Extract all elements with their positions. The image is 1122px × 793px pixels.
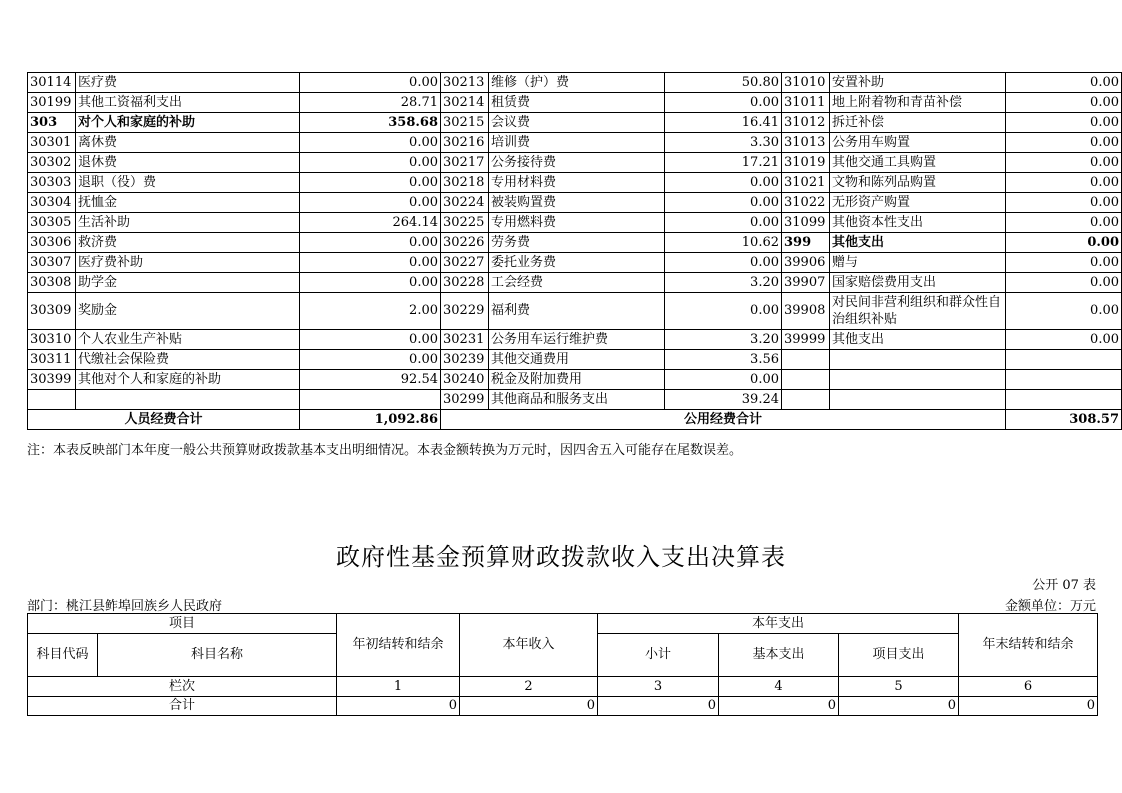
table-row (28, 213, 1122, 233)
group3-amount-cell: 0.00 (1006, 293, 1122, 330)
group1-name-cell: 医疗费 (76, 73, 300, 93)
group3-code-cell (782, 350, 830, 370)
group3-name-cell: 文物和陈列品购置 (830, 173, 1006, 193)
group1-code-cell: 30199 (28, 93, 76, 113)
table-row (28, 370, 1122, 390)
column-number-5: 5 (839, 677, 959, 697)
table-row (28, 233, 1122, 253)
group2-name-cell: 公务用车运行维护费 (489, 330, 665, 350)
table-row (28, 93, 1122, 113)
group1-name-cell: 救济费 (76, 233, 300, 253)
header-item: 项目 (28, 614, 337, 634)
group1-code-cell: 30309 (28, 293, 76, 330)
group1-amount-cell (300, 390, 441, 410)
group3-name-cell (830, 390, 1006, 410)
table-row (28, 293, 1122, 330)
group1-amount-cell: 0.00 (300, 153, 441, 173)
table-row (28, 253, 1122, 273)
group1-amount-cell: 2.00 (300, 293, 441, 330)
group1-name-cell: 其他对个人和家庭的补助 (76, 370, 300, 390)
header-income: 本年收入 (460, 614, 598, 677)
column-number-4: 4 (719, 677, 839, 697)
group2-amount-cell: 39.24 (665, 390, 782, 410)
group3-amount-cell: 0.00 (1006, 213, 1122, 233)
group3-code-cell: 31013 (782, 133, 830, 153)
column-number-1: 1 (337, 677, 460, 697)
group1-code-cell: 30302 (28, 153, 76, 173)
group2-amount-cell: 3.20 (665, 273, 782, 293)
group3-amount-cell: 0.00 (1006, 133, 1122, 153)
group1-code-cell (28, 390, 76, 410)
group2-code-cell: 30218 (441, 173, 489, 193)
group1-code-cell: 303 (28, 113, 76, 133)
group1-code-cell: 30310 (28, 330, 76, 350)
table-row (28, 390, 1122, 410)
group1-amount-cell: 358.68 (300, 113, 441, 133)
group2-amount-cell: 10.62 (665, 233, 782, 253)
group2-amount-cell: 0.00 (665, 253, 782, 273)
group3-code-cell: 39906 (782, 253, 830, 273)
group2-code-cell: 30239 (441, 350, 489, 370)
group1-amount-cell: 0.00 (300, 133, 441, 153)
group2-amount-cell: 0.00 (665, 213, 782, 233)
fund-total-basic: 0 (719, 697, 839, 716)
group2-name-cell: 会议费 (489, 113, 665, 133)
group3-name-cell: 无形资产购置 (830, 193, 1006, 213)
group3-amount-cell: 0.00 (1006, 73, 1122, 93)
fund-total-label: 合计 (28, 697, 337, 716)
group1-code-cell: 30399 (28, 370, 76, 390)
fund-total-income: 0 (460, 697, 598, 716)
amount-unit-label: 金额单位：万元 (1004, 599, 1096, 614)
group2-code-cell: 30216 (441, 133, 489, 153)
table-row (28, 133, 1122, 153)
group2-amount-cell: 3.20 (665, 330, 782, 350)
group1-code-cell: 30305 (28, 213, 76, 233)
group3-code-cell: 31010 (782, 73, 830, 93)
group3-name-cell: 其他支出 (830, 233, 1006, 253)
header-project: 项目支出 (839, 634, 959, 677)
fund-header-row-1 (28, 614, 1098, 634)
group1-code-cell: 30114 (28, 73, 76, 93)
group1-code-cell: 30306 (28, 233, 76, 253)
group3-code-cell: 31099 (782, 213, 830, 233)
group3-code-cell: 31019 (782, 153, 830, 173)
public-total-value: 308.57 (1006, 410, 1122, 430)
group2-amount-cell: 16.41 (665, 113, 782, 133)
group2-amount-cell: 3.30 (665, 133, 782, 153)
fund-total-row (28, 697, 1098, 716)
group2-amount-cell: 3.56 (665, 350, 782, 370)
group2-code-cell: 30228 (441, 273, 489, 293)
group1-code-cell: 30311 (28, 350, 76, 370)
group3-code-cell: 399 (782, 233, 830, 253)
group1-code-cell: 30301 (28, 133, 76, 153)
table-row (28, 73, 1122, 93)
group3-code-cell: 39908 (782, 293, 830, 330)
fund-total-project: 0 (839, 697, 959, 716)
group2-code-cell: 30231 (441, 330, 489, 350)
header-closing-balance: 年末结转和结余 (959, 614, 1098, 677)
header-expenditure: 本年支出 (598, 614, 959, 634)
group1-name-cell: 离休费 (76, 133, 300, 153)
group3-amount-cell: 0.00 (1006, 173, 1122, 193)
group2-name-cell: 工会经费 (489, 273, 665, 293)
group2-code-cell: 30224 (441, 193, 489, 213)
group3-name-cell: 其他支出 (830, 330, 1006, 350)
header-opening-balance: 年初结转和结余 (337, 614, 460, 677)
group3-code-cell: 39999 (782, 330, 830, 350)
group2-amount-cell: 0.00 (665, 93, 782, 113)
group3-amount-cell: 0.00 (1006, 113, 1122, 133)
group3-code-cell: 31022 (782, 193, 830, 213)
group2-name-cell: 委托业务费 (489, 253, 665, 273)
header-basic: 基本支出 (719, 634, 839, 677)
group2-code-cell: 30215 (441, 113, 489, 133)
public-total-label: 公用经费合计 (441, 410, 1006, 430)
personnel-total-value: 1,092.86 (300, 410, 441, 430)
personnel-total-label: 人员经费合计 (28, 410, 300, 430)
column-number-row (28, 677, 1098, 697)
column-number-2: 2 (460, 677, 598, 697)
group2-name-cell: 被装购置费 (489, 193, 665, 213)
group1-name-cell: 对个人和家庭的补助 (76, 113, 300, 133)
table-row (28, 273, 1122, 293)
column-number-6: 6 (959, 677, 1098, 697)
detail-table-body (28, 73, 1122, 410)
basic-expenditure-detail-table (27, 72, 1122, 430)
group2-name-cell: 培训费 (489, 133, 665, 153)
government-fund-table (27, 613, 1098, 716)
group2-name-cell: 劳务费 (489, 233, 665, 253)
fund-total-closing: 0 (959, 697, 1098, 716)
group1-amount-cell: 28.71 (300, 93, 441, 113)
header-subject-code: 科目代码 (28, 634, 98, 677)
group2-name-cell: 税金及附加费用 (489, 370, 665, 390)
group1-name-cell: 个人农业生产补贴 (76, 330, 300, 350)
group1-name-cell: 抚恤金 (76, 193, 300, 213)
group2-code-cell: 30213 (441, 73, 489, 93)
group2-name-cell: 公务接待费 (489, 153, 665, 173)
form-number: 公开 07 表 (1032, 578, 1096, 593)
group2-code-cell: 30225 (441, 213, 489, 233)
group2-amount-cell: 0.00 (665, 370, 782, 390)
group3-name-cell: 拆迁补偿 (830, 113, 1006, 133)
group3-code-cell: 31011 (782, 93, 830, 113)
group3-name-cell: 安置补助 (830, 73, 1006, 93)
group1-amount-cell: 0.00 (300, 173, 441, 193)
group2-amount-cell: 17.21 (665, 153, 782, 173)
group1-amount-cell: 92.54 (300, 370, 441, 390)
group3-amount-cell: 0.00 (1006, 330, 1122, 350)
column-number-label: 栏次 (28, 677, 337, 697)
group1-name-cell: 生活补助 (76, 213, 300, 233)
totals-row (28, 410, 1122, 430)
group2-amount-cell: 0.00 (665, 193, 782, 213)
table-row (28, 113, 1122, 133)
fund-total-subtotal: 0 (598, 697, 719, 716)
group1-amount-cell: 0.00 (300, 253, 441, 273)
header-subject-name: 科目名称 (98, 634, 337, 677)
group1-amount-cell: 0.00 (300, 350, 441, 370)
group3-name-cell: 对民间非营利组织和群众性自治组织补贴 (830, 293, 1006, 330)
table-row (28, 193, 1122, 213)
group2-code-cell: 30229 (441, 293, 489, 330)
group2-code-cell: 30226 (441, 233, 489, 253)
group2-code-cell: 30299 (441, 390, 489, 410)
group1-amount-cell: 0.00 (300, 330, 441, 350)
group3-amount-cell: 0.00 (1006, 233, 1122, 253)
group1-amount-cell: 0.00 (300, 193, 441, 213)
group3-name-cell: 地上附着物和青苗补偿 (830, 93, 1006, 113)
group3-name-cell: 国家赔偿费用支出 (830, 273, 1006, 293)
column-number-3: 3 (598, 677, 719, 697)
group1-name-cell (76, 390, 300, 410)
group1-code-cell: 30308 (28, 273, 76, 293)
group1-amount-cell: 0.00 (300, 273, 441, 293)
group1-name-cell: 医疗费补助 (76, 253, 300, 273)
group2-code-cell: 30227 (441, 253, 489, 273)
fund-table-title: 政府性基金预算财政拨款收入支出决算表 (336, 543, 786, 571)
department-label: 部门：桃江县鲊埠回族乡人民政府 (27, 599, 223, 614)
group1-amount-cell: 0.00 (300, 73, 441, 93)
group3-code-cell: 31021 (782, 173, 830, 193)
group3-name-cell: 其他交通工具购置 (830, 153, 1006, 173)
group1-name-cell: 退职（役）费 (76, 173, 300, 193)
group2-code-cell: 30240 (441, 370, 489, 390)
group3-code-cell (782, 390, 830, 410)
group3-amount-cell (1006, 350, 1122, 370)
group1-name-cell: 其他工资福利支出 (76, 93, 300, 113)
group3-code-cell (782, 370, 830, 390)
group2-amount-cell: 0.00 (665, 173, 782, 193)
group2-amount-cell: 50.80 (665, 73, 782, 93)
header-subtotal: 小计 (598, 634, 719, 677)
group1-name-cell: 助学金 (76, 273, 300, 293)
fund-total-opening: 0 (337, 697, 460, 716)
group2-name-cell: 维修（护）费 (489, 73, 665, 93)
group3-name-cell (830, 370, 1006, 390)
group2-name-cell: 专用材料费 (489, 173, 665, 193)
group2-name-cell: 专用燃料费 (489, 213, 665, 233)
group2-name-cell: 其他交通费用 (489, 350, 665, 370)
group3-code-cell: 31012 (782, 113, 830, 133)
group3-amount-cell: 0.00 (1006, 93, 1122, 113)
group1-name-cell: 奖励金 (76, 293, 300, 330)
group3-amount-cell: 0.00 (1006, 253, 1122, 273)
table-row (28, 153, 1122, 173)
group1-amount-cell: 0.00 (300, 233, 441, 253)
group3-name-cell (830, 350, 1006, 370)
group1-amount-cell: 264.14 (300, 213, 441, 233)
group3-name-cell: 其他资本性支出 (830, 213, 1006, 233)
group3-amount-cell: 0.00 (1006, 273, 1122, 293)
group1-name-cell: 退休费 (76, 153, 300, 173)
group1-name-cell: 代缴社会保险费 (76, 350, 300, 370)
group3-name-cell: 赠与 (830, 253, 1006, 273)
group3-amount-cell: 0.00 (1006, 153, 1122, 173)
group1-code-cell: 30307 (28, 253, 76, 273)
group3-amount-cell (1006, 390, 1122, 410)
group3-amount-cell: 0.00 (1006, 193, 1122, 213)
group2-amount-cell: 0.00 (665, 293, 782, 330)
group3-name-cell: 公务用车购置 (830, 133, 1006, 153)
table-row (28, 330, 1122, 350)
group2-name-cell: 租赁费 (489, 93, 665, 113)
group2-name-cell: 福利费 (489, 293, 665, 330)
group3-amount-cell (1006, 370, 1122, 390)
table-row (28, 173, 1122, 193)
group3-code-cell: 39907 (782, 273, 830, 293)
group1-code-cell: 30304 (28, 193, 76, 213)
table-row (28, 350, 1122, 370)
group1-code-cell: 30303 (28, 173, 76, 193)
table-note: 注：本表反映部门本年度一般公共预算财政拨款基本支出明细情况。本表金额转换为万元时，因四舍五入可能存在尾数误差。 (27, 443, 743, 458)
group2-name-cell: 其他商品和服务支出 (489, 390, 665, 410)
group2-code-cell: 30214 (441, 93, 489, 113)
group2-code-cell: 30217 (441, 153, 489, 173)
